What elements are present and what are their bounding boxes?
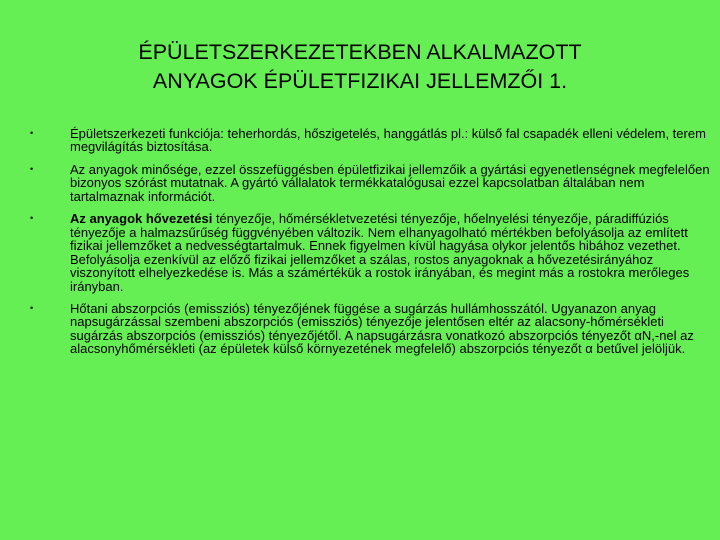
bullet-marker: •: [30, 128, 34, 138]
bullet-item: [0, 212, 720, 293]
bullet-item: [0, 302, 720, 356]
bullet-item: [0, 127, 720, 154]
bullet-text: tényezője, hőmérsékletvezetési tényezője, hőelnyelési tényezője, páradiffúziós tényezője a halmazsűrűség függvényében változik. Nem elhanyagolható mértékben befolyásolja az említett fizikai jellemzőket a nedvességtartalmuk. Ennek figyelmen kívül hagyása olykor jelentős hibához vezethet. Befolyásolja ezenkívül az előző fizikai jellemzőket a szálas, rostos anyagoknak a hővezetésirányához viszonyított elhelyezkedése is. Más a számértékük a rostok irányában, és megint más a rostokra merőleges irányban.: [70, 211, 690, 294]
bullet-marker: •: [30, 163, 34, 174]
bullet-text: Az anyagok minősége, ezzel összefüggésben épületfizikai jellemzőik a gyártási egyenetlenségnek megfelelően bizonyos szórást mutatnak. A gyártó vállalatok termékkatalógusai ezzel kapcsolatban általában nem tartalmaznak információt.: [70, 161, 710, 204]
bullet-text: Épületszerkezeti funkciója: teherhordás, hőszigetelés, hanggátlás pl.: külső fal csapadék elleni védelem, terem megvilágítás biztosítása.: [70, 126, 706, 155]
slide-title: [40, 38, 680, 96]
bullet-list: [0, 127, 720, 365]
bullet-item: [0, 163, 720, 203]
bullet-marker: •: [30, 213, 34, 224]
bullet-bold-lead: Az anyagok hővezetési: [70, 211, 213, 227]
bullet-marker: •: [30, 302, 34, 313]
bullet-text: Hőtani abszorpciós (emissziós) tényezőjének függése a sugárzás hullámhosszától. Ugyanazon anyag napsugárzással szembeni abszorpciós (emissziós) tényezője jelentősen eltér az alacsony-hőmérsékleti sugárzás abszorpciós (emissziós) tényezőjétől. A napsugárzásra vonatkozó abszorpciós tényezőt αN,-nel az alacsonyhőmérsékleti (az épületek külső környezetének megfelelő) abszorpciós tényezőt α betűvel jelöljük.: [70, 300, 694, 357]
slide-title-line-2: ANYAGOK ÉPÜLETFIZIKAI JELLEMZŐI 1.: [152, 69, 568, 93]
slide-title-line-1: ÉPÜLETSZERKEZETEKBEN ALKALMAZOTT: [138, 40, 582, 64]
